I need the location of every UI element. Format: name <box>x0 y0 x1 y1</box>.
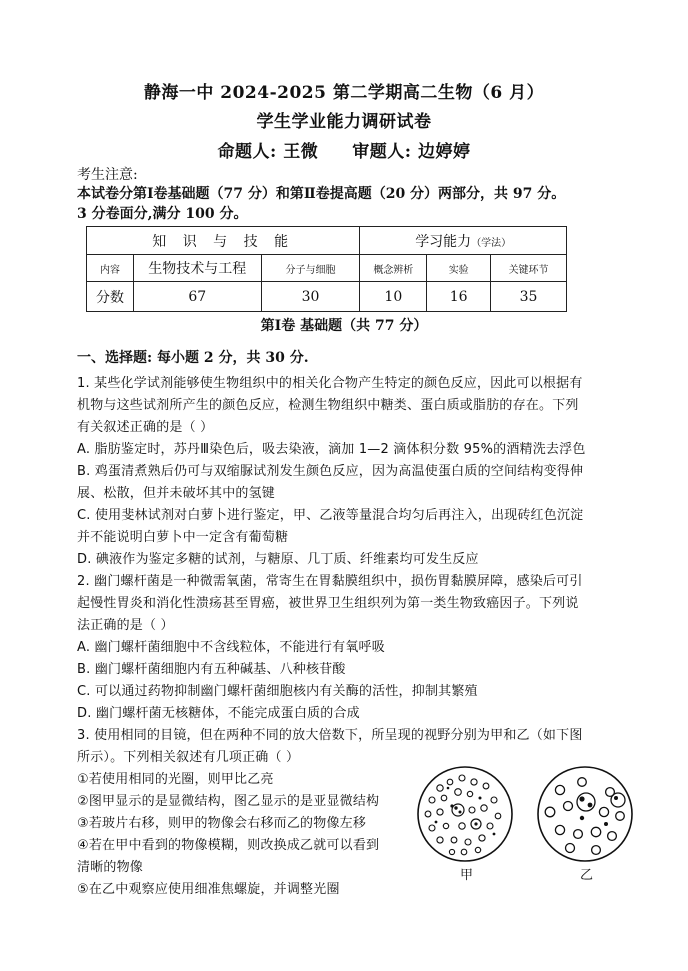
microscope-fields <box>410 760 640 868</box>
question-line: A. 脂肪鉴定时，苏丹Ⅲ染色后，吸去染液，滴加 1—2 滴体积分数 95%的酒精洗去浮色 <box>77 442 586 457</box>
table-cell: 10 <box>360 282 427 312</box>
question-line: 法正确的是（ ） <box>77 618 174 633</box>
notice-line: 本试卷分第Ⅰ卷基础题（77 分）和第Ⅱ卷提高题（20 分）两部分，共 97 分。 <box>77 186 566 202</box>
question-line: ④若在甲中看到的物像模糊，则改换成乙就可以看到 <box>77 838 380 853</box>
table-cell: 分子与细胞 <box>261 255 360 282</box>
author-label: 命题人: 王微 <box>217 142 319 162</box>
question-line: D. 碘液作为鉴定多糖的试剂，与糖原、几丁质、纤维素均可发生反应 <box>77 552 479 567</box>
question-line: 3. 使用相同的目镜，但在两种不同的放大倍数下，所呈现的视野分别为甲和乙（如下图 <box>77 728 583 743</box>
part-title: 一、选择题: 每小题 2 分，共 30 分. <box>77 350 309 366</box>
exam-subtitle: 学生学业能力调研试卷 <box>256 112 432 132</box>
content-label: 内容 <box>87 255 134 282</box>
ability-header-label: 学习能力 <box>415 233 472 250</box>
question-line: 机物与这些试剂所产生的颜色反应，检测生物组织中糖类、蛋白质或脂肪的存在。下列 <box>77 398 579 413</box>
section-title: 第Ⅰ卷 基础题（共 77 分） <box>260 318 428 334</box>
question-line: 有关叙述正确的是（ ） <box>77 420 214 435</box>
question-line: 1. 某些化学试剂能够使生物组织中的相关化合物产生特定的颜色反应，因此可以根据有 <box>77 376 583 391</box>
knowledge-header: 知 识 与 技 能 <box>87 227 360 255</box>
table-cell: 35 <box>491 282 567 312</box>
score-label: 分数 <box>87 282 134 312</box>
table-row <box>87 255 567 282</box>
figure-label-yi: 乙 <box>580 868 594 883</box>
table-cell: 30 <box>261 282 360 312</box>
table-cell: 67 <box>133 282 261 312</box>
exam-title: 静海一中 2024-2025 第二学期高二生物（6 月） <box>143 83 545 103</box>
question-line: 并不能说明白萝卜中一定含有葡萄糖 <box>77 530 289 545</box>
table-cell: 16 <box>427 282 491 312</box>
table-cell: 关键环节 <box>491 255 567 282</box>
question-line: ⑤在乙中观察应使用细准焦螺旋，并调整光圈 <box>77 882 340 897</box>
reviewer-label: 审题人: 边婷婷 <box>352 142 471 162</box>
question-line: D. 幽门螺杆菌无核糖体，不能完成蛋白质的合成 <box>77 706 360 721</box>
question-line: ③若玻片右移，则甲的物像会右移而乙的物像左移 <box>77 816 367 831</box>
question-line: 起慢性胃炎和消化性溃疡甚至胃癌，被世界卫生组织列为第一类生物致癌因子。下列说 <box>77 596 579 611</box>
table-cell: 生物技术与工程 <box>133 255 261 282</box>
table-row <box>87 282 567 312</box>
question-line: C. 使用斐林试剂对白萝卜进行鉴定，甲、乙液等量混合均匀后再注入，出现砖红色沉淀 <box>77 508 584 523</box>
table-cell: 概念辨析 <box>360 255 427 282</box>
question-line: A. 幽门螺杆菌细胞中不含线粒体，不能进行有氧呼吸 <box>77 640 385 655</box>
question-line: ①若使用相同的光圈，则甲比乙亮 <box>77 772 274 787</box>
field-jia <box>418 767 512 861</box>
notice-line: 3 分卷面分,满分 100 分。 <box>77 206 248 222</box>
microscope-figure <box>410 760 640 885</box>
question-line: C. 可以通过药物抑制幽门螺杆菌细胞核内有关酶的活性，抑制其繁殖 <box>77 684 478 699</box>
figure-label-jia: 甲 <box>460 868 474 883</box>
score-table <box>86 226 567 312</box>
ability-header-sub: （学法） <box>471 237 512 249</box>
question-line: ②图甲显示的是显微结构，图乙显示的是亚显微结构 <box>77 794 380 809</box>
table-row <box>87 227 567 255</box>
table-cell: 实验 <box>427 255 491 282</box>
question-line: B. 鸡蛋清煮熟后仍可与双缩脲试剂发生颜色反应，因为高温使蛋白质的空间结构变得伸 <box>77 464 584 479</box>
question-line: 所示）。下列相关叙述有几项正确（ ） <box>77 750 300 765</box>
field-yi <box>538 767 632 861</box>
ability-header <box>360 227 567 255</box>
author-line <box>0 137 688 162</box>
notice-heading: 考生注意: <box>77 167 138 183</box>
question-line: 清晰的物像 <box>77 860 144 875</box>
question-line: B. 幽门螺杆菌细胞内有五种碱基、八种核苷酸 <box>77 662 346 677</box>
question-line: 2. 幽门螺杆菌是一种微需氧菌，常寄生在胃黏膜组织中，损伤胃黏膜屏障，感染后可引 <box>77 574 583 589</box>
question-line: 展、松散，但并未破坏其中的氢键 <box>77 486 276 501</box>
